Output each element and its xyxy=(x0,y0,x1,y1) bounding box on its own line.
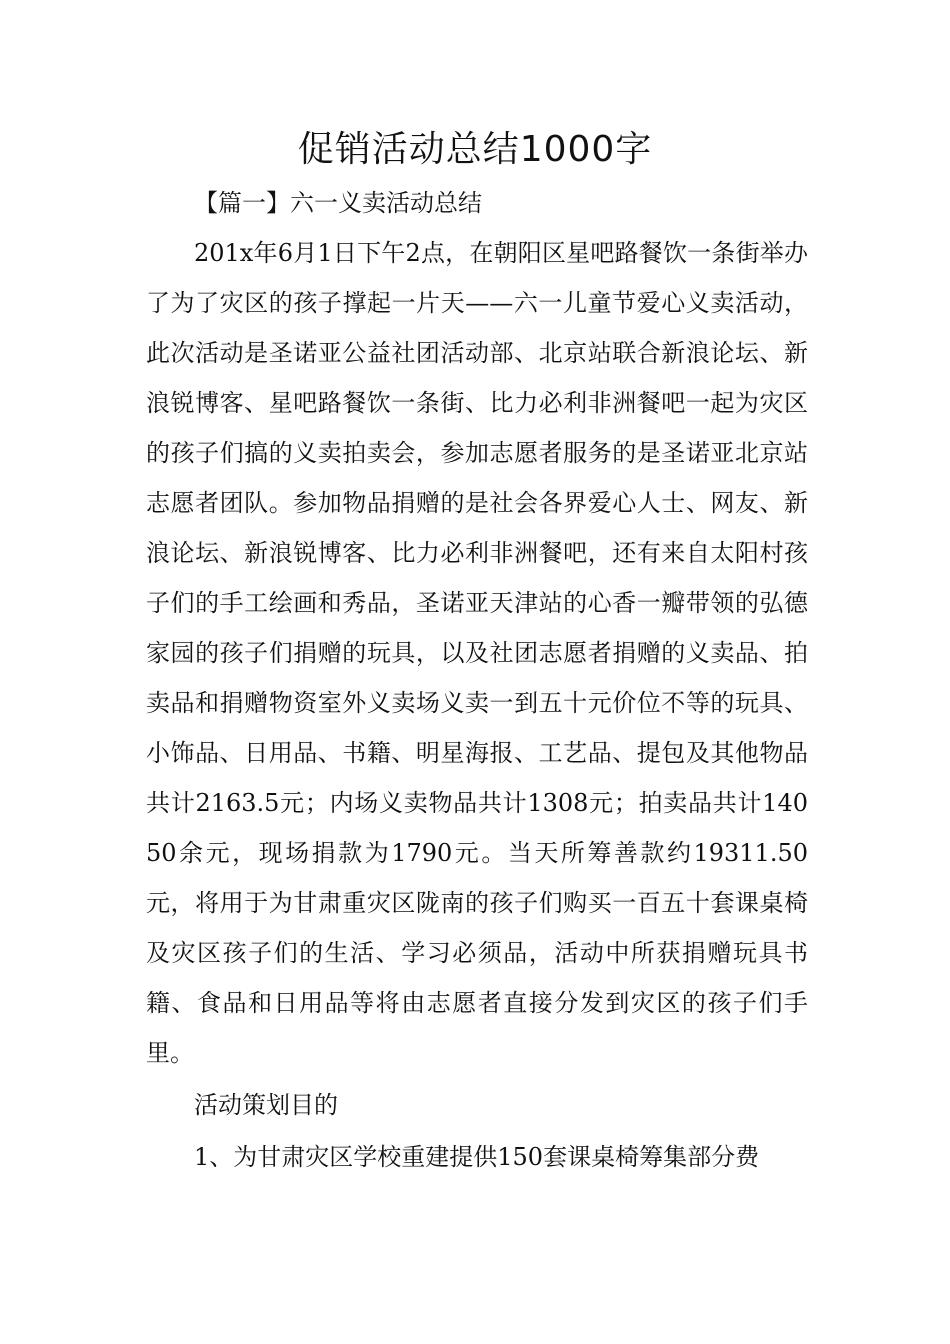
section-heading: 【篇一】六一义卖活动总结 xyxy=(194,189,482,217)
subheading: 活动策划目的 xyxy=(194,1091,338,1119)
body-paragraph: 201x年6月1日下午2点，在朝阳区星吧路餐饮一条街举办了为了灾区的孩子撑起一片天——六一儿童节爱心义卖活动，此次活动是圣诺亚公益社团活动部、北京站联合新浪论坛、新浪锐博客、星吧路餐饮一条街、比力必利非洲餐吧一起为灾区的孩子们搞的义卖拍卖会，参加志愿者服务的是圣诺亚北京站志愿者团队。参加物品捐赠的是社会各界爱心人士、网友、新浪论坛、新浪锐博客、比力必利非洲餐吧，还有来自太阳村孩子们的手工绘画和秀品，圣诺亚天津站的心香一瓣带领的弘德家园的孩子们捐赠的玩具，以及社团志愿者捐赠的义卖品、拍卖品和捐赠物资室外义卖场义卖一到五十元价位不等的玩具、小饰品、日用品、书籍、明星海报、工艺品、提包及其他物品共计2163.5元；内场义卖物品共计1308元；拍卖品共计14050余元，现场捐款为1790元。当天所筹善款约19311.50元，将用于为甘肃重灾区陇南的孩子们购买一百五十套课桌椅及灾区孩子们的生活、学习必须品，活动中所获捐赠玩具书籍、食品和日用品等将由志愿者直接分发到灾区的孩子们手里。 xyxy=(146,239,808,1067)
page-title: 促销活动总结1000字 xyxy=(297,129,653,170)
document-body xyxy=(146,178,808,1182)
body-paragraph: 1、为甘肃灾区学校重建提供150套课桌椅筹集部分费 xyxy=(194,1143,760,1171)
